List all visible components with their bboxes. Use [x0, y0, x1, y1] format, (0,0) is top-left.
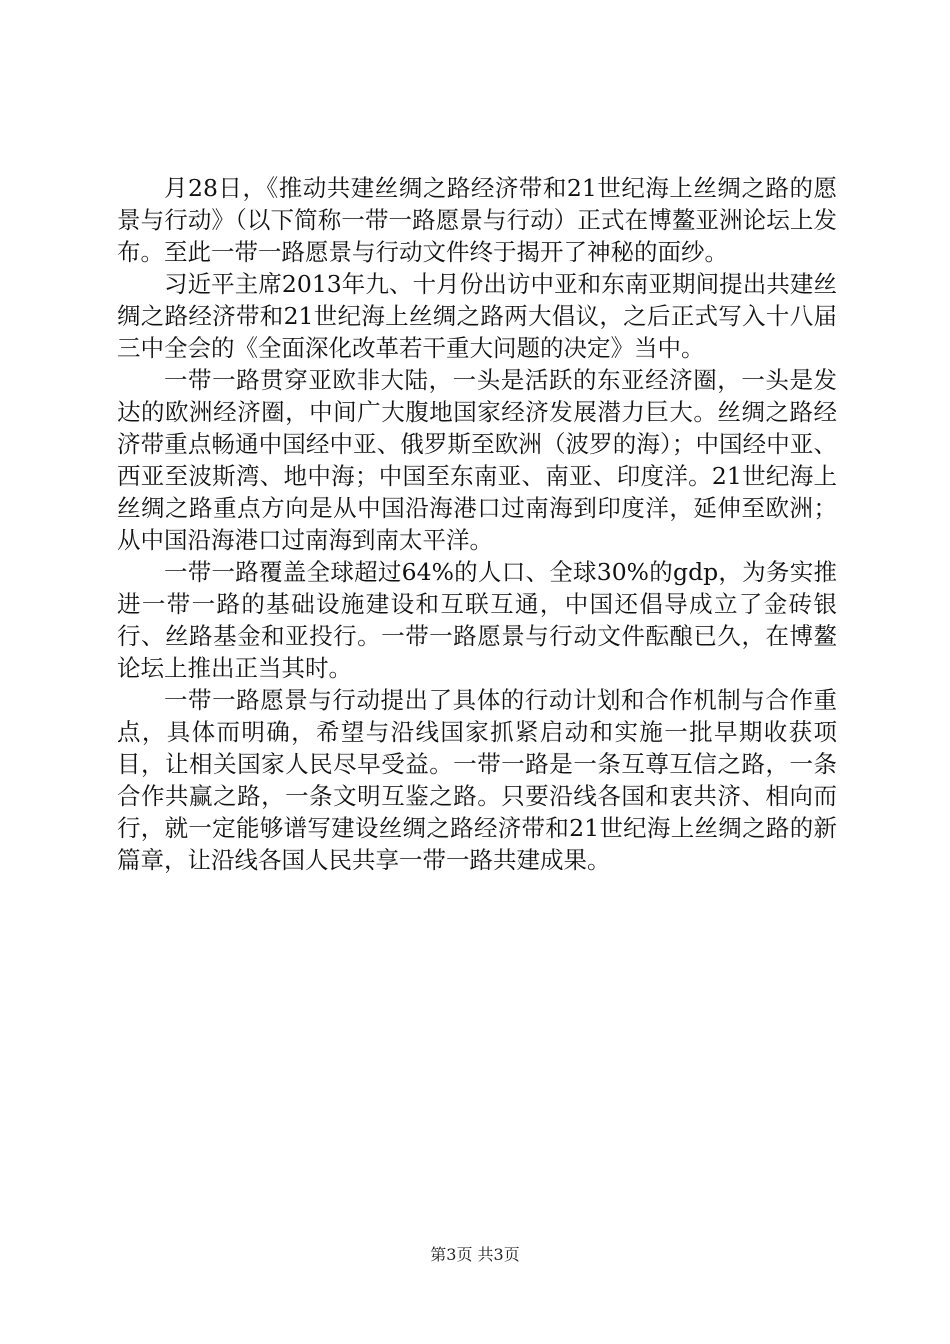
- paragraph-2: 习近平主席2013年九、十月份出访中亚和东南亚期间提出共建丝绸之路经济带和21世纪海上丝绸之路两大倡议，之后正式写入十八届三中全会的《全面深化改革若干重大问题的决定》当中。: [117, 270, 837, 362]
- paragraph-5: 一带一路愿景与行动提出了具体的行动计划和合作机制与合作重点，具体而明确，希望与沿线国家抓紧启动和实施一批早期收获项目，让相关国家人民尽早受益。一带一路是一条互尊互信之路，一条合作共赢之路，一条文明互鉴之路。只要沿线各国和衷共济、相向而行，就一定能够谱写建设丝绸之路经济带和21世纪海上丝绸之路的新篇章，让沿线各国人民共享一带一路共建成果。: [117, 686, 837, 874]
- paragraph-1: 月28日，《推动共建丝绸之路经济带和21世纪海上丝绸之路的愿景与行动》（以下简称一带一路愿景与行动）正式在博鳌亚洲论坛上发布。至此一带一路愿景与行动文件终于揭开了神秘的面纱。: [117, 174, 837, 266]
- document-body: [117, 172, 837, 876]
- paragraph-4: 一带一路覆盖全球超过64%的人口、全球30%的gdp，为务实推进一带一路的基础设施建设和互联互通，中国还倡导成立了金砖银行、丝路基金和亚投行。一带一路愿景与行动文件酝酿已久，在博鳌论坛上推出正当其时。: [117, 558, 837, 682]
- paragraph-3: 一带一路贯穿亚欧非大陆，一头是活跃的东亚经济圈，一头是发达的欧洲经济圈，中间广大腹地国家经济发展潜力巨大。丝绸之路经济带重点畅通中国经中亚、俄罗斯至欧洲（波罗的海）；中国经中亚、西亚至波斯湾、地中海；中国至东南亚、南亚、印度洋。21世纪海上丝绸之路重点方向是从中国沿海港口过南海到印度洋，延伸至欧洲；从中国沿海港口过南海到南太平洋。: [117, 366, 837, 554]
- page-footer: 第3页 共3页: [430, 1245, 520, 1264]
